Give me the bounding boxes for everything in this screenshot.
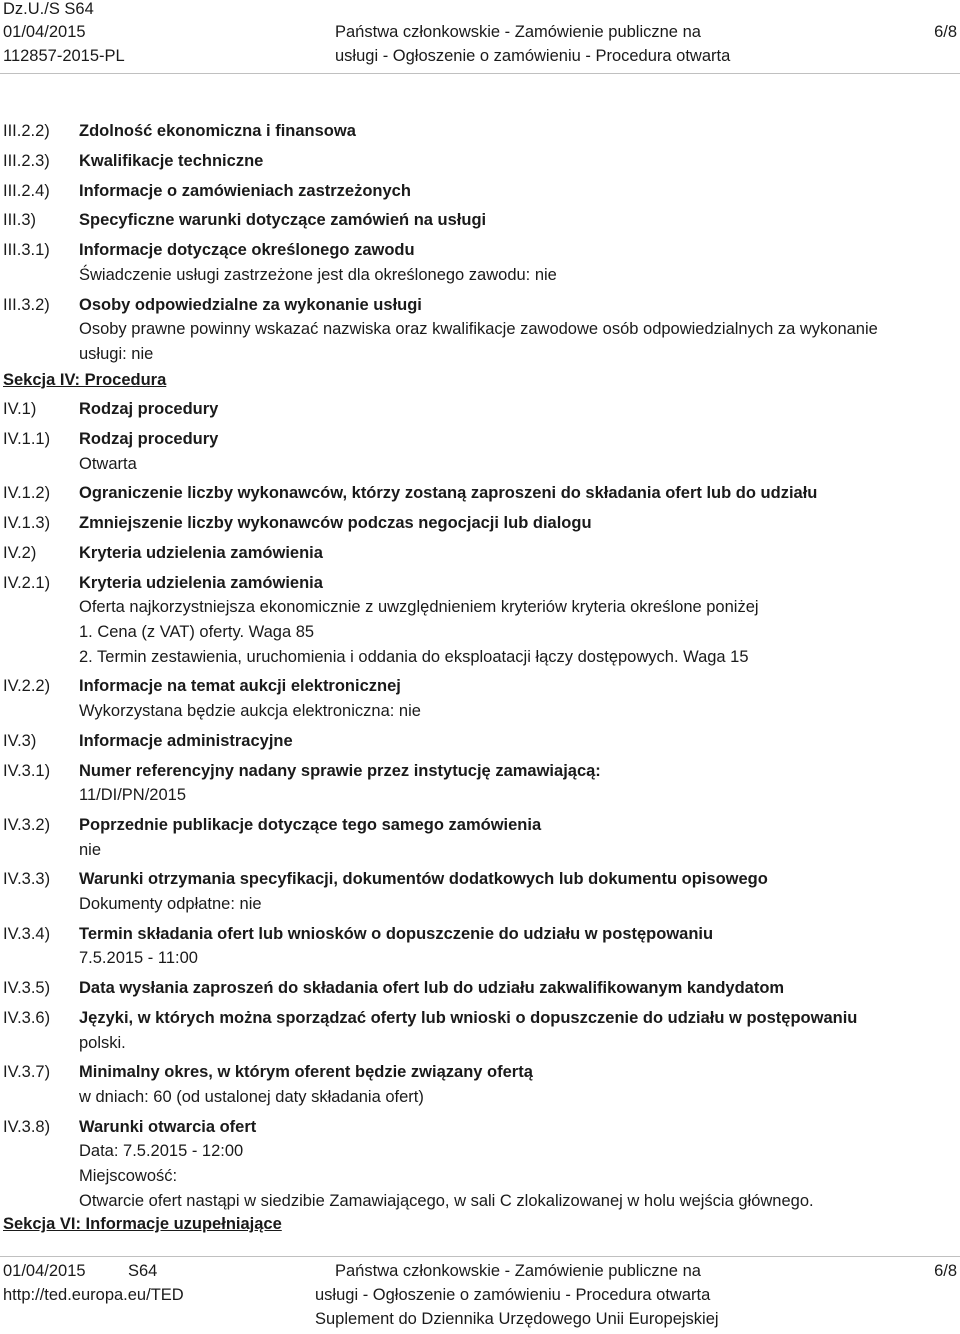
header-notice-id: 112857-2015-PL	[3, 47, 125, 65]
section-title: Informacje administracyjne	[79, 731, 293, 750]
section-text	[79, 1006, 946, 1055]
section-value: polski.	[79, 1033, 126, 1052]
section-text	[79, 759, 946, 808]
section-text	[79, 729, 946, 754]
section-title: Data wysłania zaproszeń do składania ofert lub do udziału zakwalifikowanym kandydatom	[79, 979, 785, 998]
section-number: III.2.2)	[3, 122, 50, 140]
section-text	[79, 119, 946, 144]
footer-title-line3: Suplement do Dziennika Urzędowego Unii Europejskiej	[315, 1310, 719, 1328]
section-title: Kryteria udzielenia zamówienia	[79, 544, 323, 562]
journal-ref: Dz.U./S S64	[3, 0, 94, 18]
header-date: 01/04/2015	[3, 23, 86, 41]
section-title: Minimalny okres, w którym oferent będzie związany ofertą	[79, 1063, 533, 1082]
section-number: III.3.1)	[3, 241, 50, 260]
section-title: Warunki otrzymania specyfikacji, dokumentów dodatkowych lub dokumentu opisowego	[79, 870, 768, 889]
section-text	[79, 541, 946, 566]
section-value: Data: 7.5.2015 - 12:00	[79, 1142, 244, 1161]
section-value: 1. Cena (z VAT) oferty. Waga 85	[79, 622, 315, 641]
section-number: III.3.2)	[3, 295, 50, 314]
section-text	[79, 427, 946, 476]
section-number: IV.2)	[3, 544, 37, 562]
section-title: Poprzednie publikacje dotyczące tego samego zamówienia	[79, 816, 542, 834]
section-title: Zmniejszenie liczby wykonawców podczas negocjacji lub dialogu	[79, 514, 592, 533]
footer-title-line1: Państwa członkowskie - Zamówienie publiczne na	[335, 1262, 701, 1280]
section-title: Zdolność ekonomiczna i finansowa	[79, 122, 356, 140]
section-number: IV.3.4)	[3, 924, 51, 943]
section-value: Miejscowość:	[79, 1166, 178, 1185]
footer-issue: S64	[128, 1262, 158, 1280]
section-heading: Sekcja IV: Procedura	[3, 370, 167, 389]
section-title: Rodzaj procedury	[79, 430, 219, 448]
section-number: IV.3.5)	[3, 979, 51, 998]
section-number: IV.3.2)	[3, 816, 51, 834]
section-text	[79, 571, 946, 669]
footer-date: 01/04/2015	[3, 1262, 86, 1280]
section-title: Informacje na temat aukcji elektronicznej	[79, 677, 401, 696]
section-value: Wykorzystana będzie aukcja elektroniczna: nie	[79, 701, 421, 720]
section-value: w dniach: 60 (od ustalonej daty składania ofert)	[79, 1087, 424, 1106]
section-value: 7.5.2015 - 11:00	[79, 949, 198, 968]
section-text	[79, 867, 946, 916]
section-value: Osoby prawne powinny wskazać nazwiska oraz kwalifikacje zawodowe osób odpowiedzialnych za wykonanie	[79, 320, 878, 339]
section-title: Numer referencyjny nadany sprawie przez instytucję zamawiającą:	[79, 761, 601, 780]
section-title: Informacje o zamówieniach zastrzeżonych	[79, 181, 411, 200]
section-text	[79, 922, 946, 971]
section-title: Języki, w których można sporządzać oferty lub wnioski o dopuszczenie do udziału w postępowaniu	[79, 1009, 858, 1027]
section-number: IV.1)	[3, 400, 37, 419]
section-value: Otwarta	[79, 454, 137, 473]
section-text	[79, 179, 946, 204]
section-text	[79, 208, 946, 233]
section-number: IV.3.3)	[3, 870, 51, 889]
section-number: IV.1.3)	[3, 514, 51, 533]
header-title-line2: usługi - Ogłoszenie o zamówieniu - Procedura otwarta	[335, 47, 731, 65]
section-text	[79, 481, 946, 506]
section-number: III.2.4)	[3, 181, 50, 200]
section-text	[79, 1115, 946, 1213]
section-title: Specyficzne warunki dotyczące zamówień na usługi	[79, 211, 487, 230]
header-title-line1: Państwa członkowskie - Zamówienie publiczne na	[335, 23, 701, 41]
section-number: IV.2.1)	[3, 573, 51, 592]
section-title: Ograniczenie liczby wykonawców, którzy zostaną zaproszeni do składania ofert lub do udziału	[79, 484, 818, 503]
section-text	[79, 397, 946, 422]
footer-page-number: 6/8	[934, 1262, 957, 1280]
section-number: IV.3)	[3, 731, 37, 750]
section-title: Termin składania ofert lub wniosków o dopuszczenie do udziału w postępowaniu	[79, 924, 714, 943]
section-number: IV.1.1)	[3, 430, 51, 448]
section-number: III.2.3)	[3, 151, 50, 170]
section-value: 2. Termin zestawienia, uruchomienia i oddania do eksploatacji łączy dostępowych. Waga 15	[79, 647, 749, 666]
section-title: Warunki otwarcia ofert	[79, 1117, 257, 1136]
section-value: Dokumenty odpłatne: nie	[79, 894, 262, 913]
section-number: IV.3.1)	[3, 761, 51, 780]
section-title: Informacje dotyczące określonego zawodu	[79, 241, 415, 260]
section-title: Kryteria udzielenia zamówienia	[79, 573, 323, 592]
section-value: Świadczenie usługi zastrzeżone jest dla określonego zawodu: nie	[79, 265, 557, 284]
footer-url[interactable]: http://ted.europa.eu/TED	[3, 1286, 184, 1304]
section-text	[79, 674, 946, 723]
section-text	[79, 238, 946, 287]
section-number: IV.1.2)	[3, 484, 51, 503]
section-value: Otwarcie ofert nastąpi w siedzibie Zamawiającego, w sali C zlokalizowanej w holu wejścia głównego.	[79, 1191, 814, 1210]
section-heading: Sekcja VI: Informacje uzupełniające	[3, 1215, 282, 1234]
header-page-number: 6/8	[934, 23, 957, 41]
section-value: nie	[79, 840, 102, 859]
section-text	[79, 976, 946, 1001]
footer-divider	[0, 1256, 960, 1257]
section-number: IV.3.8)	[3, 1117, 51, 1136]
section-title: Osoby odpowiedzialne za wykonanie usługi	[79, 295, 422, 314]
section-text	[79, 1060, 946, 1109]
section-text	[79, 813, 946, 862]
section-value: usługi: nie	[79, 344, 154, 363]
section-value: 11/DI/PN/2015	[79, 786, 187, 805]
section-number: IV.3.7)	[3, 1063, 51, 1082]
page-footer	[0, 1262, 960, 1334]
page-header	[0, 0, 960, 74]
section-title: Kwalifikacje techniczne	[79, 151, 264, 170]
section-title: Rodzaj procedury	[79, 400, 219, 419]
section-value: Oferta najkorzystniejsza ekonomicznie z uwzględnieniem kryteriów kryteria określone poniżej	[79, 598, 759, 617]
section-text	[79, 293, 946, 367]
section-text	[79, 149, 946, 174]
section-number: III.3)	[3, 211, 37, 230]
section-number: IV.2.2)	[3, 677, 51, 696]
header-divider	[0, 73, 960, 74]
footer-title-line2: usługi - Ogłoszenie o zamówieniu - Procedura otwarta	[315, 1286, 711, 1304]
section-number: IV.3.6)	[3, 1009, 51, 1027]
section-text	[79, 511, 946, 536]
